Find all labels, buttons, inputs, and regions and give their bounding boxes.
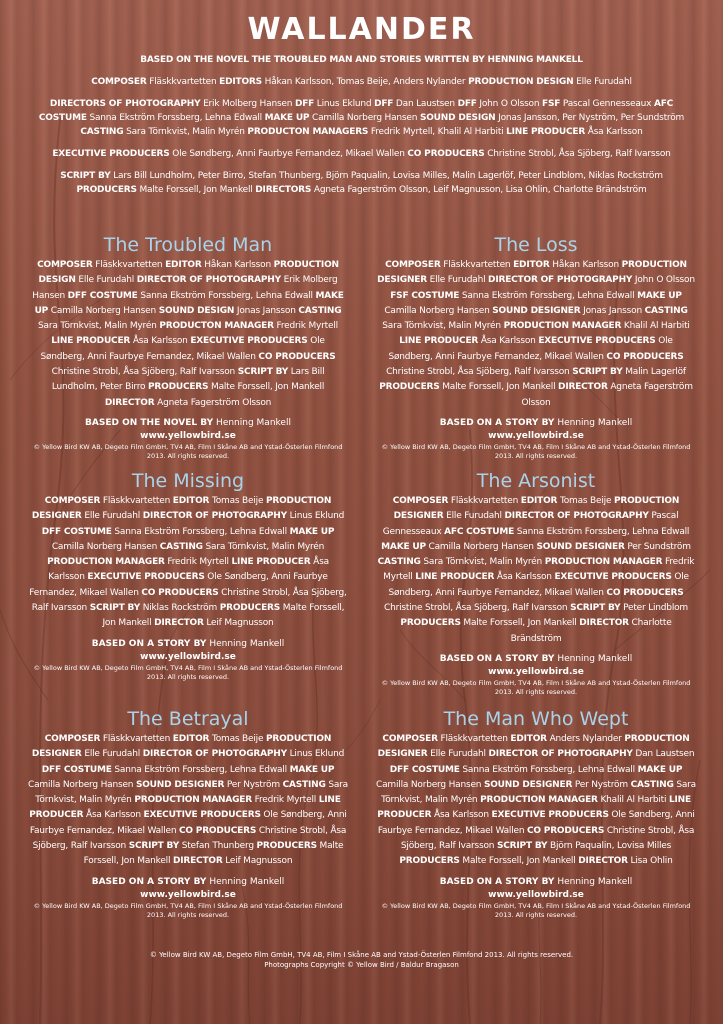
credit-role: DFF COSTUME	[41, 526, 112, 537]
credit-role: PRODUCTION MANAGER	[503, 321, 622, 332]
credit-name: Sara Törnkvist, Malin Myrén	[205, 541, 325, 552]
credit-role: EXECUTIVE PRODUCERS	[190, 336, 308, 347]
credit-name: Håkan Karlsson	[552, 260, 619, 270]
credit-name: Agneta Fagerström Olsson, Leif Magnusson, Lisa Ohlin, Charlotte Brändström	[313, 184, 647, 195]
credit-name: Camilla Norberg Hansen	[51, 541, 158, 552]
credit-name: Malte Forssell, Jon Mankell	[211, 382, 325, 393]
credit-name: Ole Søndberg, Anni Faurbye Fernandez, Mikael Wallen	[29, 572, 328, 598]
credit-role: CASTING	[282, 779, 326, 790]
credit-name: Tomas Beije	[211, 734, 264, 744]
based-on-story	[376, 417, 696, 430]
credit-role: DIRECTOR	[172, 856, 223, 867]
credit-name: Malte Forssell, Jon Mankell	[462, 856, 576, 867]
credit-name: Peter Lindblom	[623, 603, 688, 614]
credit-name: Anders Nylander	[549, 734, 622, 744]
credit-name: Fläskkvartetten	[102, 734, 171, 744]
credit-name: Björn Paqualin, Lovisa Milles	[549, 841, 672, 852]
credit-name: Fläskkvartetten	[443, 260, 511, 270]
credit-name: Niklas Rockström	[142, 603, 218, 614]
film-credits	[376, 732, 696, 870]
film-copyright: © Yellow Bird KW AB, Degeto Film GmbH, TV4 AB, Film I Skåne AB and Ystad-Österlen Filmfond 2013. All rights reserved.	[33, 901, 343, 919]
credit-name: Åsa Karlsson	[480, 336, 536, 347]
credit-role: LINE PRODUCER	[506, 126, 586, 137]
credit-role: DIRECTOR	[578, 856, 628, 867]
credit-name: Camilla Norberg Hansen	[50, 305, 157, 316]
credit-role: DFF COSTUME	[67, 290, 138, 301]
credit-role: EDITOR	[520, 496, 558, 506]
based-label: BASED ON A STORY BY	[439, 653, 555, 664]
film-block-the-loss	[376, 234, 696, 461]
credit-name: Fläskkvartetten	[440, 734, 508, 744]
credit-role: MAKE UP	[381, 541, 426, 552]
credit-name: Ole Søndberg, Anni Faurbye Fernandez, Mikael Wallen	[388, 336, 673, 362]
website-link[interactable]: www.yellowbird.se	[140, 651, 236, 662]
credit-role: PRODUCERS	[379, 382, 440, 393]
credit-role: SOUND DESIGNER	[135, 779, 225, 790]
credit-name: Sanna Ekström Forssberg, Lehna Edwall	[462, 764, 635, 775]
credit-role: PRODUCERS	[256, 841, 317, 852]
credit-role: LINE PRODUCER	[231, 557, 311, 568]
credit-role: DIRECTOR	[154, 618, 204, 629]
credit-name: Jonas Jansson, Per Nyström, Per Sundström	[498, 112, 685, 123]
credit-name: Fredrik Myrtell, Khalil Al Harbiti	[370, 126, 504, 137]
credit-role: PRODUCTION MANAGER	[134, 795, 252, 806]
credit-role: CO PRODUCERS	[407, 148, 485, 159]
credit-role: COMPOSER	[44, 496, 101, 506]
film-title: The Troubled Man	[103, 234, 273, 256]
credit-name: Erik Molberg Hansen	[32, 275, 338, 301]
header-credits-line-2	[30, 97, 693, 139]
credit-name: Camilla Norberg Hansen	[376, 779, 482, 790]
credit-role: MAKE UP	[264, 112, 310, 123]
credit-name: Pascal Gennesseaux	[382, 511, 679, 537]
credit-role: PRODUCTION DESIGNER	[393, 496, 680, 522]
credit-name: Camilla Norberg Hansen	[28, 779, 134, 790]
credit-name: Sanna Ekström Forssberg, Lehna Edwall	[140, 290, 313, 301]
credit-role: SCRIPT BY	[128, 841, 180, 852]
credit-role: CO PRODUCERS	[141, 587, 219, 598]
credit-role: EXECUTIVE PRODUCERS	[554, 572, 672, 583]
credit-name: Sara Törnkvist, Malin Myrén	[38, 321, 157, 332]
credit-name: Fredrik Myrtell	[167, 557, 229, 568]
credit-role: CASTING	[159, 541, 203, 552]
credit-role: SCRIPT BY	[572, 367, 623, 378]
website-link[interactable]: www.yellowbird.se	[140, 889, 236, 900]
credit-role: EDITOR	[172, 734, 210, 744]
credit-name: Håkan Karlsson, Tomas Beije, Anders Nylander	[264, 76, 466, 87]
credit-name: Ole Søndberg, Anni Faurbye Fernandez, Mikael Wallen	[388, 572, 689, 598]
credit-role: LINE PRODUCER	[399, 336, 479, 347]
based-on-text: BASED ON THE NOVEL THE TROUBLED MAN AND STORIES WRITTEN BY HENNING MANKELL	[140, 54, 583, 65]
credit-role: PRODUCERS	[76, 184, 137, 195]
credit-name: Christine Strobl, Åsa Sjöberg, Ralf Ivarsson	[31, 587, 347, 614]
credit-name: Ole Søndberg, Anni Faurbye Fernandez, Mikael Wallen	[40, 336, 325, 362]
credit-name: Sara Törnkvist, Malin Myrén	[126, 126, 245, 137]
credit-role: CO PRODUCERS	[527, 825, 605, 836]
credit-name: Linus Eklund	[289, 749, 345, 760]
credit-name: Fläskkvartetten	[95, 260, 163, 270]
credit-name: Elle Furudahl	[446, 511, 502, 522]
credit-role: DFF COSTUME	[389, 764, 460, 775]
based-author: Henning Mankell	[209, 876, 285, 887]
credit-name: Dan Laustsen	[395, 98, 455, 109]
credit-role: FSF	[542, 98, 561, 109]
credit-name: Malte Forssell, Jon Mankell	[442, 382, 556, 393]
credit-role: DIRECTOR OF PHOTOGRAPHY	[488, 749, 633, 760]
website-link[interactable]: www.yellowbird.se	[140, 430, 236, 441]
film-title: The Missing	[131, 470, 245, 492]
credit-role: DIRECTOR OF PHOTOGRAPHY	[504, 511, 649, 522]
based-author: Henning Mankell	[557, 876, 633, 887]
film-title: The Man Who Wept	[443, 708, 629, 730]
film-credits	[28, 258, 348, 411]
header-credits-line-3	[30, 147, 693, 161]
based-author: Henning Mankell	[209, 638, 285, 649]
credit-name: Sara Törnkvist, Malin Myrén	[382, 321, 501, 332]
credit-name: Per Nyström	[574, 779, 628, 790]
credit-role: LINE PRODUCER	[415, 572, 495, 583]
credit-role: SCRIPT BY	[496, 841, 548, 852]
credit-role: PRODUCTION DESIGNER	[31, 496, 332, 522]
header-credits-line-4	[30, 169, 693, 197]
credit-role: EXECUTIVE PRODUCERS	[538, 336, 656, 347]
credit-role: EDITOR	[172, 496, 210, 506]
credit-name: Khalil Al Harbiti	[600, 795, 667, 806]
credit-name: Malte Forssell, Jon Mankell	[463, 618, 577, 629]
credit-role: DFF COSTUME	[41, 764, 112, 775]
header	[30, 14, 693, 205]
film-credits	[376, 494, 696, 647]
credit-name: Sara Törnkvist, Malin Myrén	[35, 779, 348, 806]
credit-role: MAKE UP	[637, 290, 682, 301]
credit-name: Agneta Fagerström Olsson	[521, 382, 693, 408]
credit-name: Camilla Norberg Hansen	[428, 541, 534, 552]
credit-name: Sanna Ekström Forssberg, Lehna Edwall	[114, 764, 287, 775]
film-copyright: © Yellow Bird KW AB, Degeto Film GmbH, TV4 AB, Film I Skåne AB and Ystad-Österlen Filmfond 2013. All rights reserved.	[33, 663, 343, 681]
credit-name: Christine Strobl, Åsa Sjöberg, Ralf Ivarsson	[32, 825, 347, 852]
credit-name: Leif Magnusson	[206, 618, 274, 629]
credit-role: PRODUCTION MANAGER	[47, 557, 165, 568]
credit-name: Malte Forssell, Jon Mankell	[102, 603, 345, 629]
credit-role: PRODUCERS	[399, 856, 460, 867]
credit-name: Malin Lagerlöf	[625, 367, 686, 378]
credit-role: PRODUCTION MANAGER	[544, 557, 663, 568]
credit-name: Malte Forssell, Jon Mankell	[83, 841, 344, 867]
credit-name: Åsa Karlsson	[48, 557, 329, 583]
credit-name: Sara Törnkvist, Malin Myrén	[423, 557, 543, 568]
credit-role: DIRECTOR	[558, 382, 608, 393]
credit-name: Lars Bill Lundholm, Peter Birro	[51, 367, 325, 393]
credit-role: EDITOR	[513, 260, 550, 270]
credit-name: Åsa Karlsson	[496, 572, 552, 583]
based-on-story	[376, 653, 696, 666]
film-title: The Loss	[494, 234, 578, 256]
credit-role: CO PRODUCERS	[606, 351, 684, 362]
credit-role: MAKE UP	[289, 764, 335, 775]
credit-name: Christine Strobl, Åsa Sjöberg, Ralf Ivarsson	[487, 148, 671, 159]
credit-role: COMPOSER	[91, 76, 147, 87]
film-copyright: © Yellow Bird KW AB, Degeto Film GmbH, TV4 AB, Film I Skåne AB and Ystad-Österlen Filmfond 2013. All rights reserved.	[381, 678, 691, 696]
credit-name: Tomas Beije	[559, 496, 612, 506]
credit-role: PRODUCERS	[400, 618, 461, 629]
credit-name: Camilla Norberg Hansen	[384, 305, 490, 316]
credit-role: SCRIPT BY	[89, 603, 141, 614]
credit-role: SOUND DESIGNER	[492, 305, 581, 316]
based-on-line	[30, 53, 693, 67]
credit-role: EXECUTIVE PRODUCERS	[52, 148, 170, 159]
credit-role: PRODUCTION DESIGNER	[31, 734, 332, 760]
film-credits	[28, 494, 348, 632]
credit-name: Linus Eklund	[316, 98, 372, 109]
film-copyright: © Yellow Bird KW AB, Degeto Film GmbH, TV4 AB, Film I Skåne AB and Ystad-Österlen Filmfond 2013. All rights reserved.	[33, 442, 343, 460]
credit-role: COMPOSER	[382, 734, 438, 744]
website-link[interactable]: www.yellowbird.se	[488, 666, 584, 677]
credit-role: COMPOSER	[44, 734, 101, 744]
credit-name: Sanna Ekström Forssberg, Lehna Edwall	[89, 112, 262, 123]
credit-name: Fredrik Myrtell	[383, 557, 695, 583]
credit-name: Ole Søndberg, Anni Faurbye Fernandez, Mikael Wallen	[29, 810, 347, 836]
credit-role: CASTING	[644, 305, 688, 316]
website-link[interactable]: www.yellowbird.se	[488, 889, 584, 900]
credit-name: Åsa Karlsson	[132, 336, 188, 347]
based-label: BASED ON A STORY BY	[91, 876, 207, 887]
credit-name: Åsa Karlsson	[587, 126, 643, 137]
credit-role: AFC COSTUME	[38, 98, 674, 123]
credit-role: DFF	[457, 98, 477, 109]
credit-role: MAKE UP	[34, 290, 344, 316]
credit-name: Jonas Jansson	[236, 305, 296, 316]
credit-role: PRODUCTION DESIGN	[38, 260, 339, 286]
credit-name: Fredrik Myrtell	[254, 795, 317, 806]
based-label: BASED ON A STORY BY	[91, 638, 207, 649]
film-title: The Arsonist	[476, 470, 596, 492]
film-block-the-missing	[28, 470, 348, 682]
film-title: The Betrayal	[127, 708, 249, 730]
credit-role: CASTING	[630, 779, 674, 790]
credit-role: EDITOR	[510, 734, 547, 744]
film-block-the-arsonist	[376, 470, 696, 697]
credit-name: Sanna Ekström Forssberg, Lehna Edwall	[516, 526, 690, 537]
credit-role: DIRECTOR	[104, 397, 155, 408]
credit-name: Tomas Beije	[211, 496, 264, 506]
credit-name: Elle Furudahl	[78, 275, 135, 286]
credit-role: SCRIPT BY	[237, 367, 289, 378]
credit-name: Ole Søndberg, Anni Faurbye Fernandez, Mikael Wallen	[172, 148, 405, 159]
credit-name: Christine Strobl, Åsa Sjöberg, Ralf Ivarsson	[400, 825, 695, 852]
credit-role: SOUND DESIGN	[419, 112, 496, 123]
credit-name: Leif Magnusson	[225, 856, 293, 867]
footer	[60, 950, 663, 970]
credit-role: LINE PRODUCER	[377, 795, 691, 821]
footer-photo-credit: Photographs Copyright © Yellow Bird / Baldur Bragason	[264, 961, 459, 969]
credit-name: John O Olsson	[479, 98, 540, 109]
credit-name: Fredrik Myrtell	[276, 321, 338, 332]
film-credits	[28, 732, 348, 870]
credit-name: Per Sundström	[627, 541, 691, 552]
credit-name: Dan Laustsen	[635, 749, 695, 760]
credit-role: PRODUCTON MANAGER	[159, 321, 274, 332]
credit-role: PRODUCTION MANAGER	[480, 795, 598, 806]
credit-role: SOUND DESIGNER	[483, 779, 573, 790]
credit-role: PRODUCTION DESIGNER	[377, 734, 690, 760]
credit-name: Fläskkvartetten	[102, 496, 171, 506]
credit-role: PRODUCTION DESIGNER	[377, 260, 687, 286]
footer-copyright: © Yellow Bird KW AB, Degeto Film GmbH, TV4 AB, Film I Skåne AB and Ystad-Österlen Filmfond 2013. All rights reserved.	[149, 951, 574, 959]
based-label: BASED ON THE NOVEL BY	[85, 417, 214, 428]
credit-name: Linus Eklund	[289, 511, 345, 522]
credit-role: LINE PRODUCER	[51, 336, 131, 347]
credit-name: Elle Furudahl	[430, 749, 486, 760]
based-author: Henning Mankell	[216, 417, 291, 428]
credit-role: EDITOR	[165, 260, 202, 270]
credit-role: SOUND DESIGN	[158, 305, 235, 316]
credit-role: EXECUTIVE PRODUCERS	[491, 810, 609, 821]
film-copyright: © Yellow Bird KW AB, Degeto Film GmbH, TV4 AB, Film I Skåne AB and Ystad-Österlen Filmfond 2013. All rights reserved.	[381, 442, 691, 460]
credit-name: Malte Forssell, Jon Mankell	[139, 184, 253, 195]
credit-role: EXECUTIVE PRODUCERS	[143, 810, 261, 821]
credit-name: Charlotte Brändström	[510, 618, 672, 644]
credit-name: Sanna Ekström Forssberg, Lehna Edwall	[114, 526, 287, 537]
credit-role: AFC COSTUME	[444, 526, 515, 537]
based-on-story	[28, 638, 348, 651]
credit-role: COMPOSER	[37, 260, 93, 270]
credit-role: DIRECTOR OF PHOTOGRAPHY	[488, 275, 633, 286]
film-copyright: © Yellow Bird KW AB, Degeto Film GmbH, TV4 AB, Film I Skåne AB and Ystad-Österlen Filmfond 2013. All rights reserved.	[381, 901, 691, 919]
credit-role: EDITORS	[219, 76, 262, 87]
credit-name: Camilla Norberg Hansen	[312, 112, 418, 123]
credit-role: CASTING	[298, 305, 342, 316]
credit-name: Jonas Jansson	[583, 305, 642, 316]
credit-name: Per Nyström	[226, 779, 280, 790]
film-credits	[376, 258, 696, 411]
credit-role: PRODUCTON MANAGERS	[247, 126, 369, 137]
credit-name: Christine Strobl, Åsa Sjöberg, Ralf Ivarsson	[386, 367, 570, 378]
credit-role: SCRIPT BY	[60, 170, 111, 181]
based-on-story	[376, 876, 696, 889]
credit-role: DIRECTORS	[255, 184, 312, 195]
based-on-story	[28, 876, 348, 889]
credit-role: DFF	[294, 98, 315, 109]
credit-role: PRODUCERS	[219, 603, 281, 614]
credit-role: CO PRODUCERS	[606, 587, 684, 598]
credit-role: CASTING	[377, 557, 421, 568]
credit-name: Fläskkvartetten	[450, 496, 519, 506]
credit-role: EXECUTIVE PRODUCERS	[87, 572, 205, 583]
credit-role: COMPOSER	[392, 496, 449, 506]
credit-role: CO PRODUCERS	[179, 825, 257, 836]
based-label: BASED ON A STORY BY	[439, 876, 555, 887]
credit-role: SOUND DESIGNER	[536, 541, 625, 552]
credit-role: LINE PRODUCER	[29, 795, 341, 821]
credit-role: DIRECTOR	[579, 618, 629, 629]
credit-name: Fläskkvartetten	[149, 76, 217, 87]
credit-name: Stefan Thunberg	[181, 841, 254, 852]
credit-role: MAKE UP	[637, 764, 683, 775]
credit-name: Åsa Karlsson	[433, 810, 489, 821]
credit-name: Sanna Ekström Forssberg, Lehna Edwall	[461, 290, 635, 301]
based-author: Henning Mankell	[557, 417, 633, 428]
credit-name: Christine Strobl, Åsa Sjöberg, Ralf Ivarsson	[383, 603, 568, 614]
credit-name: Sara Törnkvist, Malin Myrén	[381, 779, 696, 806]
credit-name: Håkan Karlsson	[204, 260, 271, 270]
credit-role: FSF COSTUME	[390, 290, 460, 301]
credit-name: Lisa Ohlin	[630, 856, 673, 867]
credit-name: Erik Molberg Hansen	[203, 98, 293, 109]
website-link[interactable]: www.yellowbird.se	[488, 430, 584, 441]
credit-name: Khalil Al Harbiti	[623, 321, 690, 332]
credit-name: Elle Furudahl	[84, 749, 141, 760]
main-title: WALLANDER	[247, 12, 476, 47]
header-credits-line-1	[30, 75, 693, 89]
credit-role: COMPOSER	[385, 260, 441, 270]
credit-name: Lars Bill Lundholm, Peter Birro, Stefan Thunberg, Björn Paqualin, Lovisa Milles, Malin Lagerlöf, Peter Lindblom, Niklas Rockström	[113, 170, 663, 181]
credit-role: DFF	[374, 98, 394, 109]
credit-role: DIRECTOR OF PHOTOGRAPHY	[142, 749, 287, 760]
credit-name: Elle Furudahl	[429, 275, 486, 286]
credit-role: DIRECTOR OF PHOTOGRAPHY	[142, 511, 287, 522]
credit-role: CASTING	[80, 126, 124, 137]
credit-role: SCRIPT BY	[570, 603, 621, 614]
credit-name: Elle Furudahl	[576, 76, 632, 87]
film-block-the-betrayal	[28, 708, 348, 920]
credit-role: MAKE UP	[289, 526, 335, 537]
credit-role: PRODUCERS	[148, 382, 209, 393]
credit-name: Elle Furudahl	[84, 511, 141, 522]
credit-name: Agneta Fagerström Olsson	[157, 397, 272, 408]
credit-role: PRODUCTION DESIGN	[468, 76, 574, 87]
credit-name: Christine Strobl, Åsa Sjöberg, Ralf Ivarsson	[51, 367, 236, 378]
credit-role: DIRECTOR OF PHOTOGRAPHY	[136, 275, 281, 286]
based-author: Henning Mankell	[557, 653, 633, 664]
credit-name: Pascal Gennesseaux	[562, 98, 652, 109]
credit-name: John O Olsson	[634, 275, 695, 286]
film-block-man-who-wept	[376, 708, 696, 920]
credit-name: Åsa Karlsson	[85, 810, 141, 821]
credit-name: Ole Søndberg, Anni Faurbye Fernandez, Mikael Wallen	[377, 810, 695, 836]
credit-role: CO PRODUCERS	[258, 351, 336, 362]
based-on-story	[28, 417, 348, 430]
film-block-troubled-man	[28, 234, 348, 461]
based-label: BASED ON A STORY BY	[439, 417, 555, 428]
credit-role: DIRECTORS OF PHOTOGRAPHY	[49, 98, 201, 109]
